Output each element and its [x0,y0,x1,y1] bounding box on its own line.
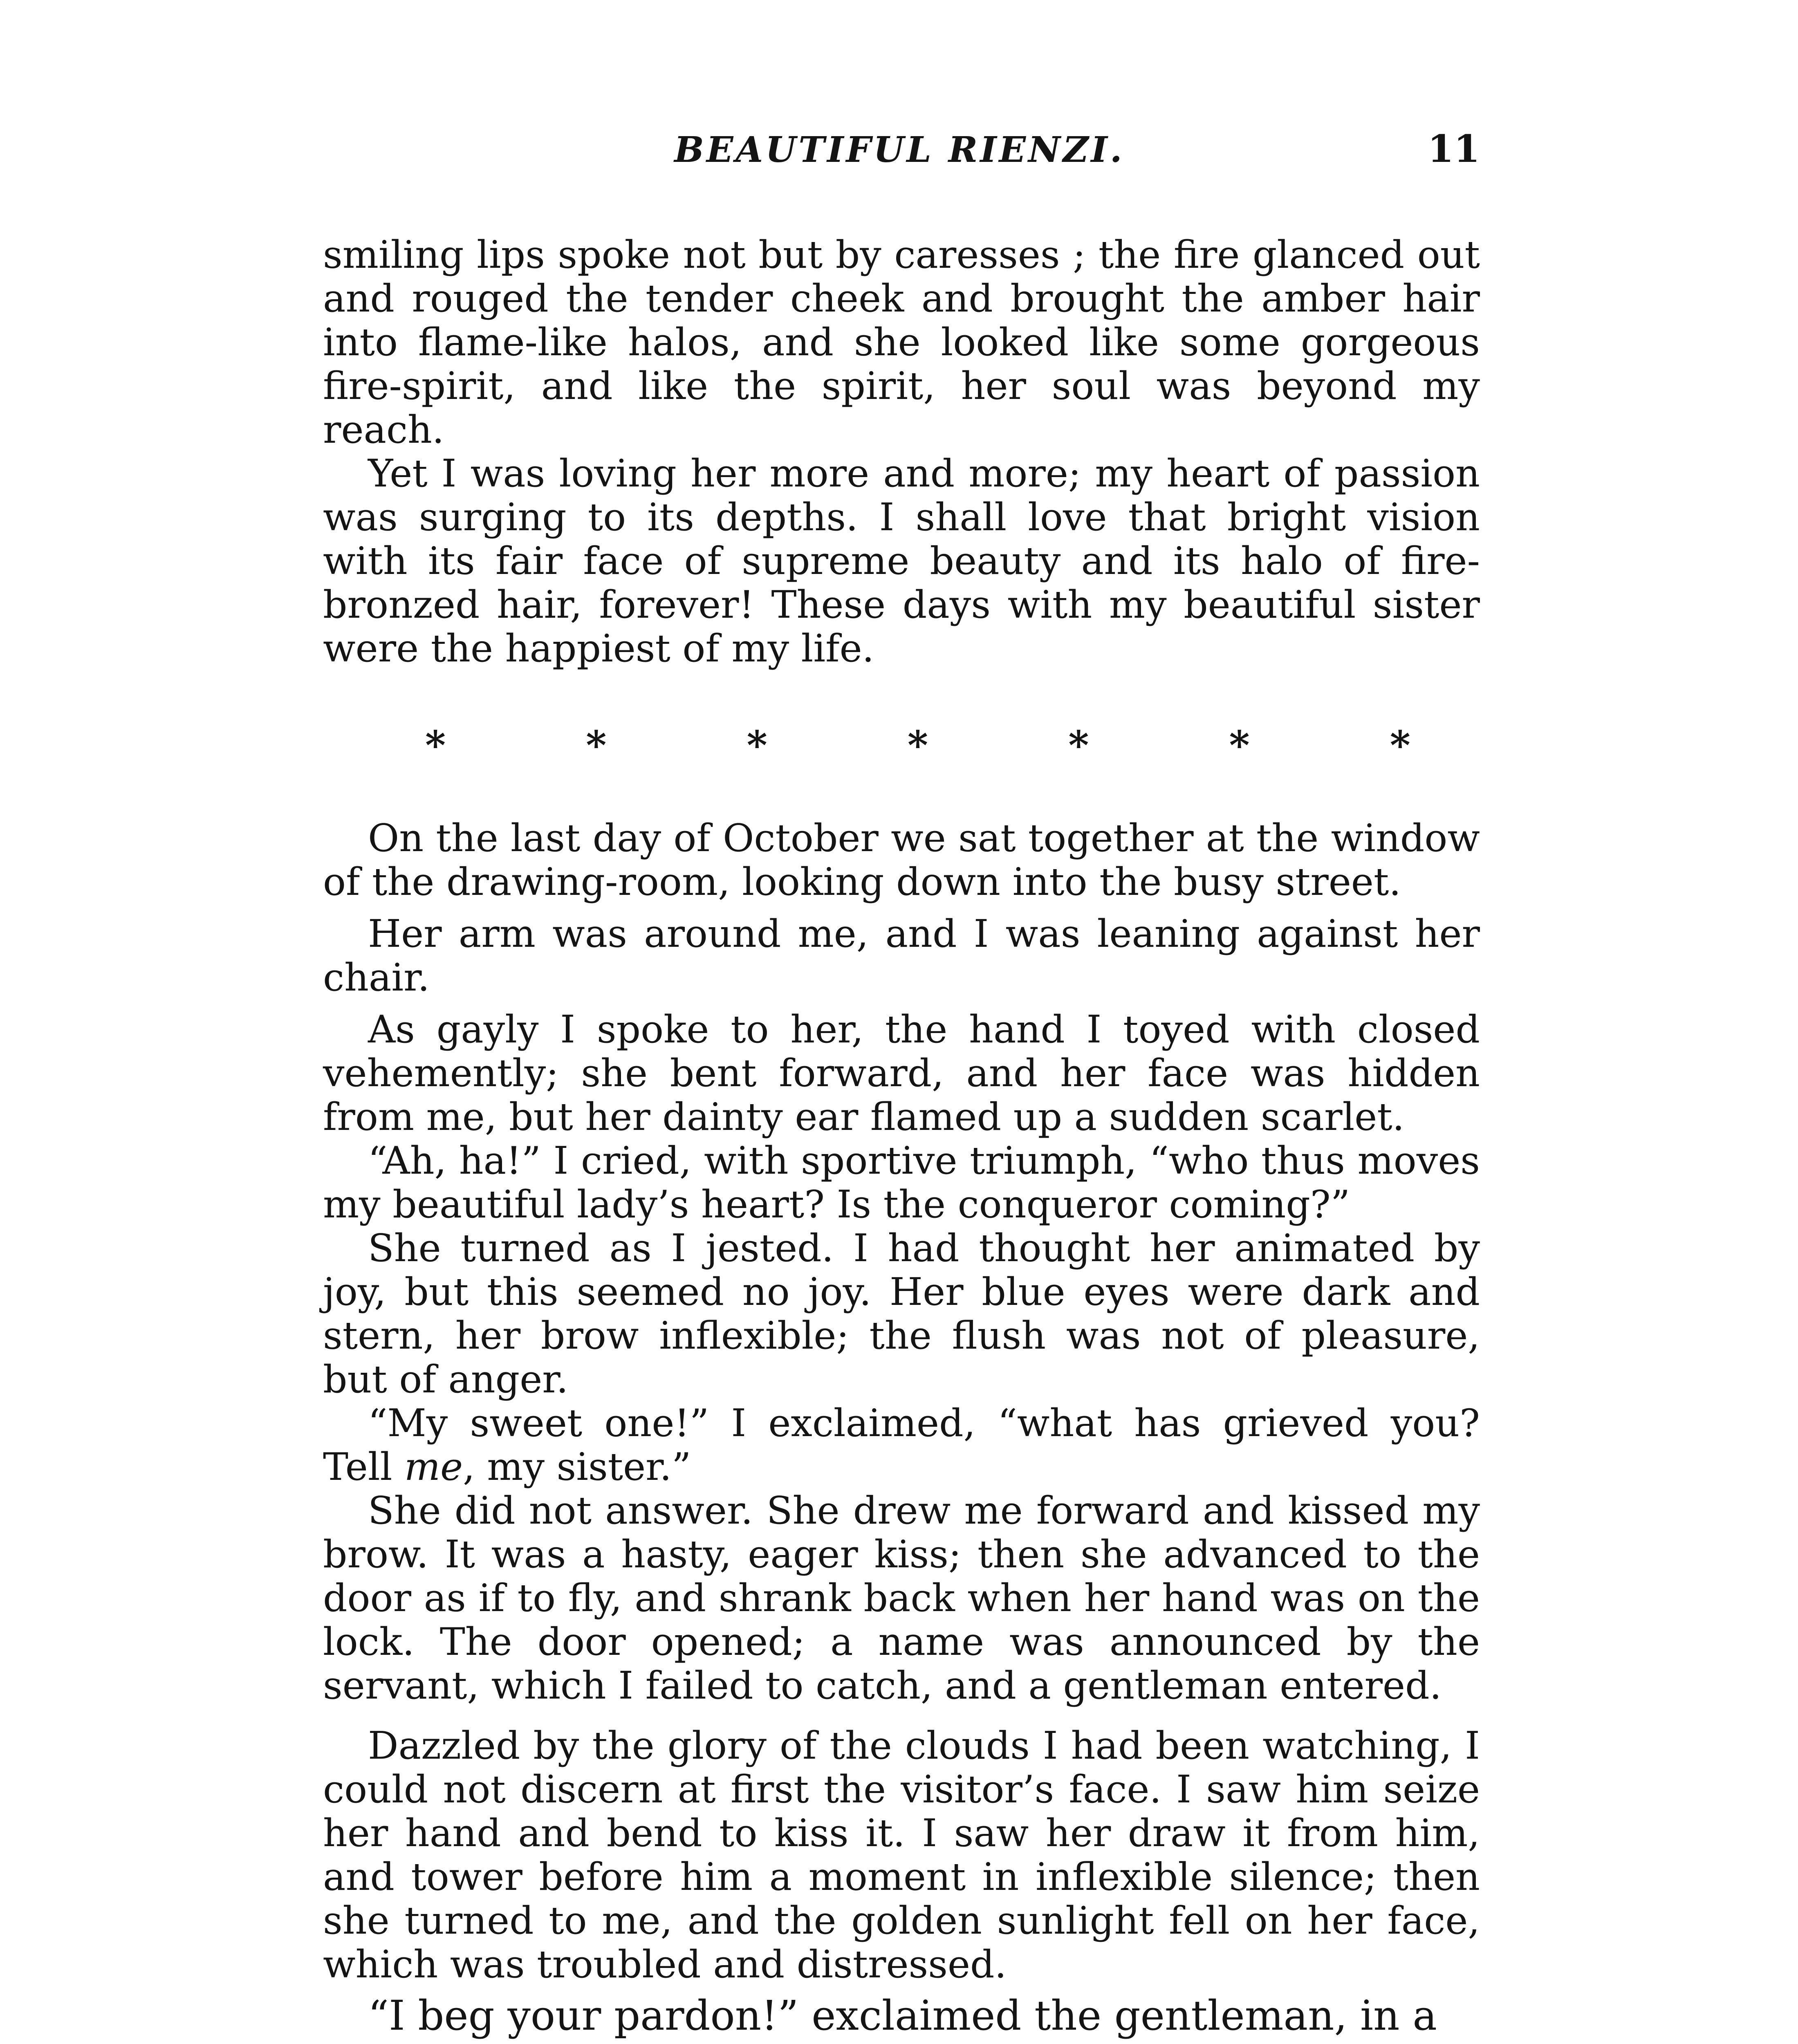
section-break-asterisk: * [1390,722,1410,769]
dialogue-text: “My sweet one!” I exclaimed, “what has grieved you? Tell [323,1401,1480,1489]
page-number: 11 [1427,127,1480,171]
paragraph: “Ah, ha!” I cried, with sportive triumph, “who thus moves my beautiful lady’s heart? Is the conqueror coming?” [323,1139,1480,1226]
body-text [323,233,1480,2040]
paragraph: “I beg your pardon!” exclaimed the gentleman, in a [368,1992,1437,2040]
paragraph: Her arm was around me, and I was leaning against her chair. [323,912,1480,1000]
paragraph: Yet I was loving her more and more; my heart of passion was surging to its depths. I shall love that bright vision with its fair face of supreme beauty and its halo of fire-bronzed hair, forever! These days with my beautiful sister were the happiest of my life. [323,451,1480,670]
section-break-asterisk: * [907,722,928,769]
section-break-asterisk: * [747,722,767,769]
running-head [319,123,1480,180]
dialogue-paragraph [323,1401,1480,1489]
paragraph: On the last day of October we sat together at the window of the drawing-room, looking down into the busy street. [323,816,1480,904]
section-break [323,724,1480,767]
section-break-asterisk: * [425,722,446,769]
paragraph: smiling lips spoke not but by caresses ; the fire glanced out and rouged the tender cheek and brought the amber hair into flame-like halos, and she looked like some gorgeous fire-spirit, and like the spirit, her soul was beyond my reach. [323,233,1480,452]
emphasis-text: me [404,1445,463,1489]
paragraph: She did not answer. She drew me forward and kissed my brow. It was a hasty, eager kiss; then she advanced to the door as if to fly, and shrank back when her hand was on the lock. The door opened; a name was announced by the servant, which I failed to catch, and a gentleman entered. [323,1488,1480,1708]
paragraph: As gayly I spoke to her, the hand I toyed with closed vehemently; she bent forward, and her face was hidden from me, but her dainty ear flamed up a sudden scarlet. [323,1007,1480,1139]
section-break-asterisk: * [586,722,607,769]
section-break-asterisk: * [1229,722,1250,769]
paragraph: Dazzled by the glory of the clouds I had been watching, I could not discern at first the visitor’s face. I saw him seize her hand and bend to kiss it. I saw her draw it from him, and tower before him a moment in inflexible silence; then she turned to me, and the golden sunlight fell on her face, which was troubled and distressed. [323,1724,1480,1986]
section-break-asterisk: * [1068,722,1089,769]
dialogue-text: , my sister.” [463,1445,691,1489]
paragraph: She turned as I jested. I had thought her animated by joy, but this seemed no joy. Her blue eyes were dark and stern, her brow inflexible; the flush was not of pleasure, but of anger. [323,1226,1480,1401]
running-title: BEAUTIFUL RIENZI. [674,129,1125,170]
